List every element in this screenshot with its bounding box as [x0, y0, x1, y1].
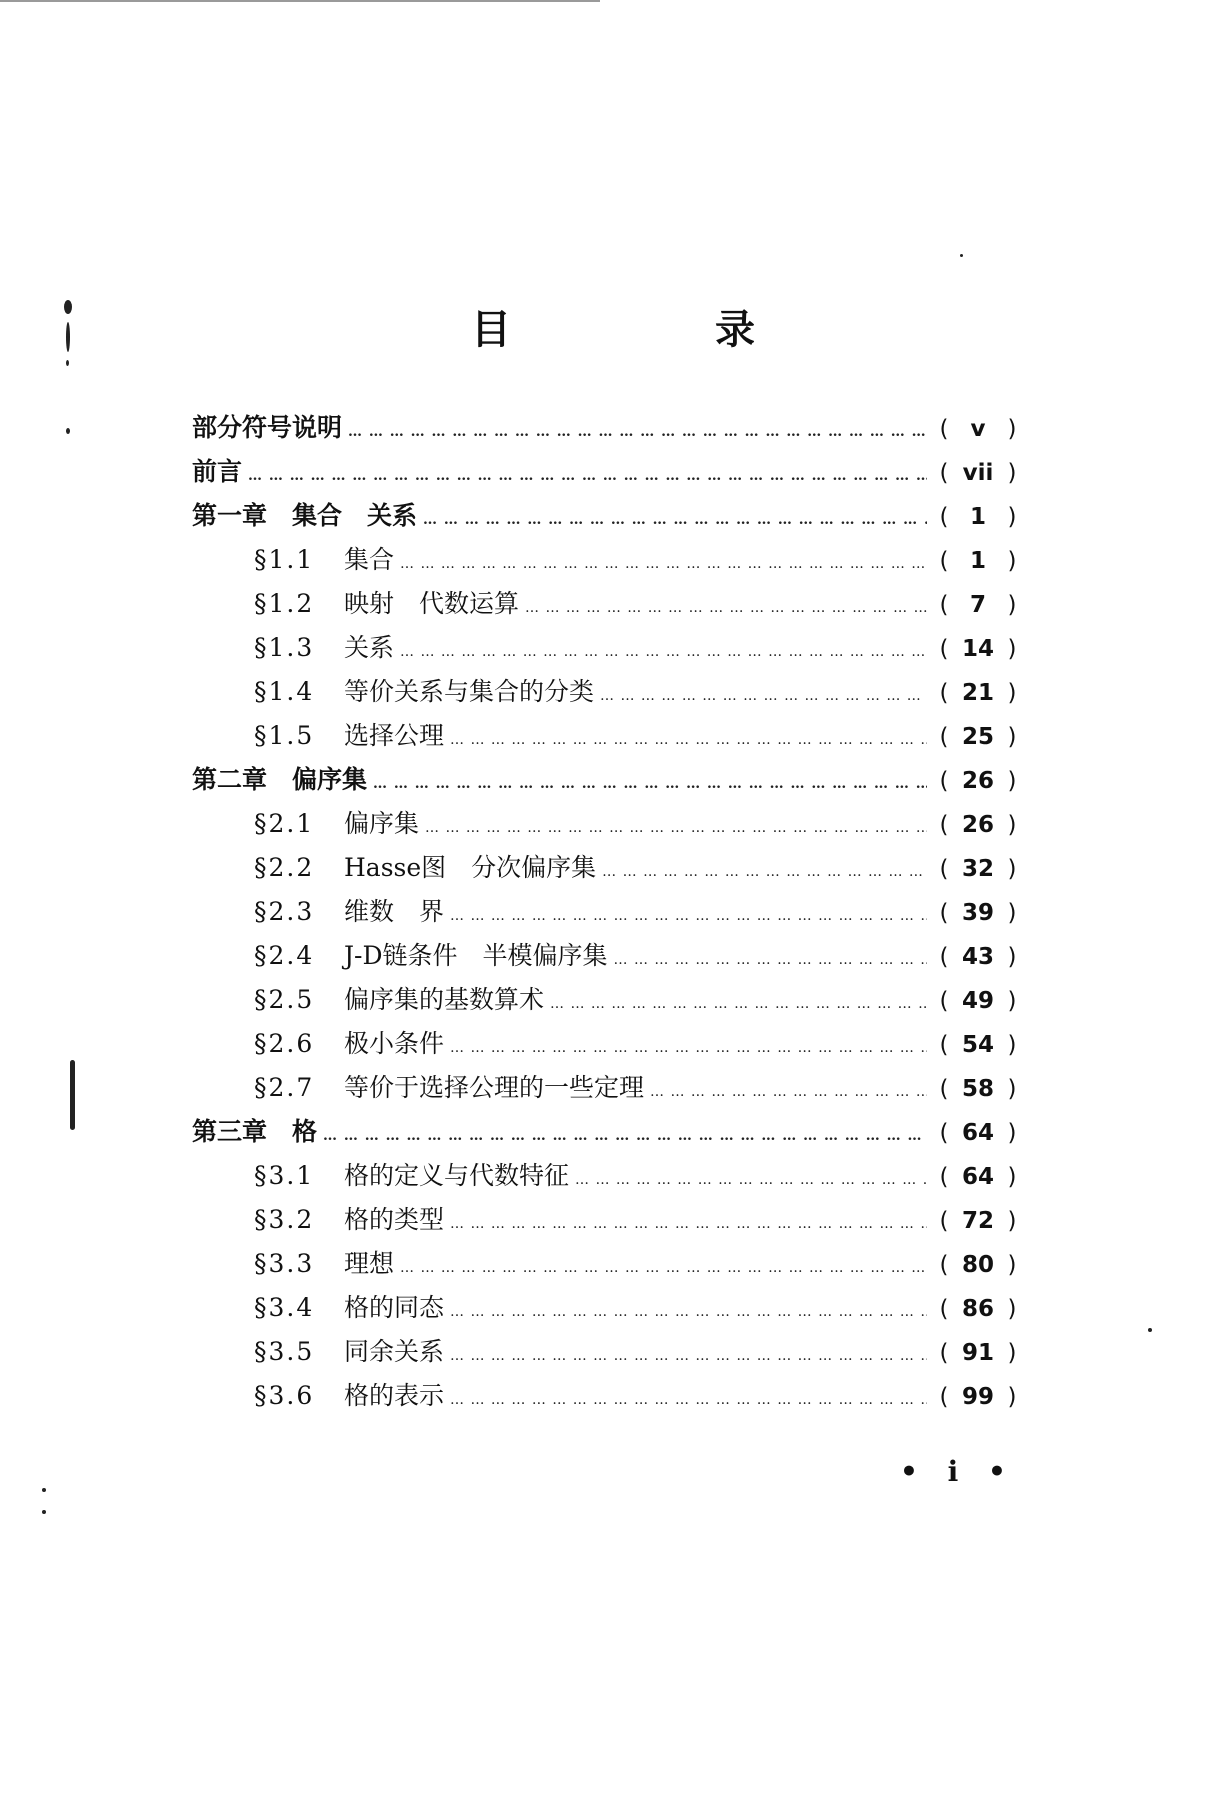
- entry-title: 选择公理: [344, 721, 445, 750]
- toc-section-entry[interactable]: [192, 1332, 1022, 1376]
- open-paren: (: [939, 988, 949, 1014]
- page-reference: [927, 900, 1022, 926]
- page-reference: [927, 1384, 1022, 1410]
- section-number: §1.4: [254, 677, 315, 706]
- page-reference: [927, 856, 1022, 882]
- toc-section-entry[interactable]: [192, 980, 1022, 1024]
- table-of-contents: [192, 408, 1022, 1420]
- toc-section-entry[interactable]: [192, 1068, 1022, 1112]
- open-paren: (: [939, 1032, 949, 1058]
- page-reference: [927, 680, 1022, 706]
- entry-title: 关系: [344, 633, 395, 662]
- entry-title: 格的类型: [344, 1205, 445, 1234]
- dot-leader: [450, 1040, 927, 1056]
- scan-speck: [70, 1060, 75, 1130]
- entry-title: 第一章 集合 关系: [192, 501, 418, 530]
- close-paren: ): [1007, 1120, 1017, 1146]
- toc-section-entry[interactable]: [192, 804, 1022, 848]
- page-reference: [927, 592, 1022, 618]
- dot-leader: [450, 1348, 927, 1364]
- section-number: §3.4: [254, 1293, 315, 1322]
- section-number: §2.6: [254, 1029, 315, 1058]
- page-reference: [927, 724, 1022, 750]
- entry-title: 偏序集的基数算术: [344, 985, 545, 1014]
- page-reference: [927, 944, 1022, 970]
- toc-section-entry[interactable]: [192, 672, 1022, 716]
- open-paren: (: [939, 812, 949, 838]
- page-number: vii: [962, 460, 994, 486]
- dot-leader: [400, 644, 927, 660]
- page-reference: [927, 504, 1022, 530]
- close-paren: ): [1007, 548, 1017, 574]
- toc-section-entry[interactable]: [192, 1156, 1022, 1200]
- entry-title: 格的同态: [344, 1293, 445, 1322]
- page-number: 1: [969, 504, 986, 530]
- page-title: 目 录: [471, 306, 837, 353]
- page-number: 7: [969, 592, 986, 618]
- dot-leader: [575, 1172, 927, 1188]
- page-number: 86: [961, 1296, 994, 1322]
- page-reference: [927, 416, 1022, 442]
- section-number: §1.5: [254, 721, 315, 750]
- section-number: §3.1: [254, 1161, 315, 1190]
- close-paren: ): [1007, 460, 1017, 486]
- open-paren: (: [939, 900, 949, 926]
- open-paren: (: [939, 504, 949, 530]
- open-paren: (: [939, 1384, 949, 1410]
- page-number: 58: [961, 1076, 994, 1102]
- page-reference: [927, 1296, 1022, 1322]
- toc-section-entry[interactable]: [192, 1200, 1022, 1244]
- toc-section-entry[interactable]: [192, 848, 1022, 892]
- open-paren: (: [939, 1120, 949, 1146]
- scan-border-line: [0, 0, 600, 2]
- dot-leader: [450, 1304, 927, 1320]
- entry-title: 第三章 格: [192, 1117, 318, 1146]
- close-paren: ): [1007, 1208, 1017, 1234]
- toc-section-entry[interactable]: [192, 936, 1022, 980]
- toc-chapter-entry[interactable]: [192, 408, 1022, 452]
- page-number: 64: [961, 1164, 994, 1190]
- open-paren: (: [939, 548, 949, 574]
- page-reference: [927, 988, 1022, 1014]
- dot-leader: [248, 468, 927, 484]
- open-paren: (: [939, 1208, 949, 1234]
- entry-title: Hasse图 分次偏序集: [344, 853, 597, 882]
- entry-title: 偏序集: [344, 809, 420, 838]
- toc-chapter-entry[interactable]: [192, 760, 1022, 804]
- page-number: 43: [961, 944, 994, 970]
- entry-title: 格的定义与代数特征: [344, 1161, 570, 1190]
- dot-leader: [602, 864, 927, 880]
- close-paren: ): [1007, 636, 1017, 662]
- page-number: 80: [961, 1252, 994, 1278]
- section-number: §2.7: [254, 1073, 315, 1102]
- section-number: §2.2: [254, 853, 315, 882]
- close-paren: ): [1007, 1296, 1017, 1322]
- entry-title: 等价于选择公理的一些定理: [344, 1073, 645, 1102]
- toc-section-entry[interactable]: [192, 716, 1022, 760]
- entry-title: 部分符号说明: [192, 413, 343, 442]
- close-paren: ): [1007, 768, 1017, 794]
- entry-title: 同余关系: [344, 1337, 445, 1366]
- page-number: v: [970, 416, 986, 442]
- dot-leader: [348, 424, 927, 440]
- close-paren: ): [1007, 812, 1017, 838]
- page-number: 21: [961, 680, 994, 706]
- close-paren: ): [1007, 1032, 1017, 1058]
- close-paren: ): [1007, 1076, 1017, 1102]
- section-number: §1.1: [254, 545, 315, 574]
- page-number: 25: [961, 724, 994, 750]
- open-paren: (: [939, 460, 949, 486]
- page-number: 26: [961, 812, 994, 838]
- scan-speck: [42, 1488, 46, 1492]
- dot-leader: [323, 1128, 927, 1144]
- scan-speck: [960, 254, 963, 257]
- dot-leader: [425, 820, 927, 836]
- dot-leader: [450, 1216, 927, 1232]
- dot-leader: [600, 688, 927, 704]
- entry-title: 映射 代数运算: [344, 589, 520, 618]
- close-paren: ): [1007, 680, 1017, 706]
- page-number: 26: [961, 768, 994, 794]
- entry-title: 维数 界: [344, 897, 445, 926]
- page-number: 99: [961, 1384, 994, 1410]
- page-number: 14: [961, 636, 994, 662]
- section-number: §1.3: [254, 633, 315, 662]
- scan-speck: [66, 322, 70, 352]
- open-paren: (: [939, 1252, 949, 1278]
- dot-leader: [614, 952, 927, 968]
- page-reference: [927, 812, 1022, 838]
- page-number: 1: [969, 548, 986, 574]
- entry-title: 理想: [344, 1249, 395, 1278]
- page-reference: [927, 1208, 1022, 1234]
- entry-title: 格的表示: [344, 1381, 445, 1410]
- section-number: §1.2: [254, 589, 315, 618]
- close-paren: ): [1007, 724, 1017, 750]
- open-paren: (: [939, 1076, 949, 1102]
- close-paren: ): [1007, 504, 1017, 530]
- scan-speck: [66, 428, 70, 434]
- page-number: 54: [961, 1032, 994, 1058]
- section-number: §3.5: [254, 1337, 315, 1366]
- entry-title: 极小条件: [344, 1029, 445, 1058]
- open-paren: (: [939, 636, 949, 662]
- page-number: 72: [961, 1208, 994, 1234]
- scan-speck: [1148, 1328, 1152, 1332]
- open-paren: (: [939, 724, 949, 750]
- toc-chapter-entry[interactable]: [192, 496, 1022, 540]
- dot-leader: [450, 732, 927, 748]
- dot-leader: [550, 996, 927, 1012]
- dot-leader: [400, 1260, 927, 1276]
- close-paren: ): [1007, 1164, 1017, 1190]
- section-number: §3.3: [254, 1249, 315, 1278]
- close-paren: ): [1007, 1252, 1017, 1278]
- open-paren: (: [939, 1164, 949, 1190]
- toc-chapter-entry[interactable]: [192, 452, 1022, 496]
- page-reference: [927, 1032, 1022, 1058]
- close-paren: ): [1007, 1384, 1017, 1410]
- open-paren: (: [939, 944, 949, 970]
- open-paren: (: [939, 1296, 949, 1322]
- page-reference: [927, 1340, 1022, 1366]
- toc-section-entry[interactable]: [192, 628, 1022, 672]
- section-number: §3.6: [254, 1381, 315, 1410]
- toc-section-entry[interactable]: [192, 1376, 1022, 1420]
- entry-title: J-D链条件 半模偏序集: [344, 941, 608, 970]
- open-paren: (: [939, 680, 949, 706]
- dot-leader: [650, 1084, 927, 1100]
- open-paren: (: [939, 416, 949, 442]
- page-number: 39: [961, 900, 994, 926]
- close-paren: ): [1007, 856, 1017, 882]
- close-paren: ): [1007, 592, 1017, 618]
- toc-chapter-entry[interactable]: [192, 1112, 1022, 1156]
- page-reference: [927, 1164, 1022, 1190]
- page-folio: • i •: [900, 1455, 1016, 1488]
- page-reference: [927, 1252, 1022, 1278]
- open-paren: (: [939, 592, 949, 618]
- open-paren: (: [939, 768, 949, 794]
- scan-speck: [42, 1510, 46, 1514]
- entry-title: 等价关系与集合的分类: [344, 677, 595, 706]
- page-number: 32: [961, 856, 994, 882]
- section-number: §2.3: [254, 897, 315, 926]
- toc-section-entry[interactable]: [192, 1024, 1022, 1068]
- page-reference: [927, 1076, 1022, 1102]
- page-reference: [927, 548, 1022, 574]
- scan-speck: [66, 360, 69, 366]
- dot-leader: [450, 908, 927, 924]
- entry-title: 前言: [192, 457, 243, 486]
- close-paren: ): [1007, 988, 1017, 1014]
- dot-leader: [450, 1392, 927, 1408]
- close-paren: ): [1007, 944, 1017, 970]
- page-reference: [927, 768, 1022, 794]
- toc-section-entry[interactable]: [192, 1244, 1022, 1288]
- open-paren: (: [939, 1340, 949, 1366]
- dot-leader: [373, 776, 927, 792]
- close-paren: ): [1007, 416, 1017, 442]
- toc-section-entry[interactable]: [192, 584, 1022, 628]
- open-paren: (: [939, 856, 949, 882]
- toc-section-entry[interactable]: [192, 540, 1022, 584]
- toc-section-entry[interactable]: [192, 892, 1022, 936]
- entry-title: 第二章 偏序集: [192, 765, 368, 794]
- entry-title: 集合: [344, 545, 395, 574]
- section-number: §2.4: [254, 941, 315, 970]
- dot-leader: [423, 512, 927, 528]
- toc-section-entry[interactable]: [192, 1288, 1022, 1332]
- dot-leader: [400, 556, 927, 572]
- page-reference: [927, 636, 1022, 662]
- section-number: §2.1: [254, 809, 315, 838]
- scan-speck: [64, 300, 72, 314]
- close-paren: ): [1007, 900, 1017, 926]
- page-number: 91: [961, 1340, 994, 1366]
- close-paren: ): [1007, 1340, 1017, 1366]
- section-number: §3.2: [254, 1205, 315, 1234]
- page-reference: [927, 460, 1022, 486]
- page-number: 64: [961, 1120, 994, 1146]
- section-number: §2.5: [254, 985, 315, 1014]
- page-number: 49: [961, 988, 994, 1014]
- page-reference: [927, 1120, 1022, 1146]
- dot-leader: [525, 600, 927, 616]
